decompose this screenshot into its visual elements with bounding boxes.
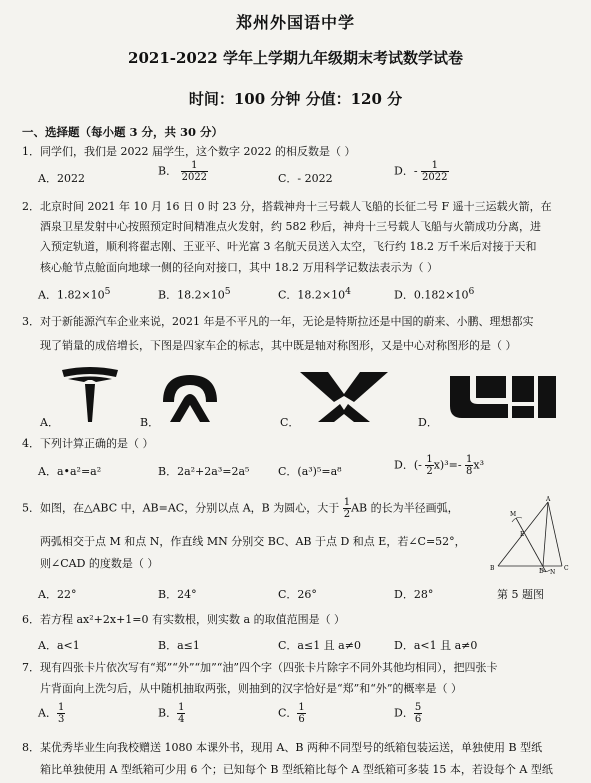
q2-line4: 核心舱节点舱面向地球一侧的径向对接口，其中 18.2 万用科学记数法表示为（ ） (40, 261, 438, 274)
q1-option-b: B． $\frac{1}{2022}$ (158, 160, 208, 183)
q3-option-a: A． (40, 416, 59, 429)
q3-option-b: B． (140, 416, 160, 429)
fig-label-n: N (550, 569, 556, 574)
q7-option-d: D． $\frac{5}{6}$ (394, 702, 422, 725)
q2-option-c: C．$18.2\times 10^4$ (278, 286, 351, 302)
fig-label-a: A (546, 496, 551, 503)
tesla-logo-image (58, 366, 122, 424)
q5-line2: 两弧相交于点 M 和点 N，作直线 MN 分别交 BC、AB 于点 D 和点 E，若∠C=52°， (40, 535, 466, 548)
q3-line2: 现了销量的成倍增长，下图是四家车企的标志，其中既是轴对称图形，又是中心对称图形的是（ ） (40, 339, 517, 352)
figure-caption: 第 5 题图 (497, 588, 544, 601)
li-auto-logo-image (448, 374, 558, 420)
q5-option-b: B．24° (158, 588, 197, 601)
q2-option-d: D．$0.182\times 10^6$ (394, 286, 475, 302)
q4-option-c: C．(a³)⁵=a⁸ (278, 465, 342, 478)
xpeng-logo-image (298, 370, 390, 424)
q1-option-d: D．- $\frac{1}{2022}$ (394, 160, 448, 183)
q7-option-a: A． $\frac{1}{3}$ (38, 702, 65, 725)
q1-option-c: C．- 2022 (278, 172, 333, 185)
q5-option-c: C．26° (278, 588, 317, 601)
q6-option-c: C．a≤1 且 a≠0 (278, 639, 361, 652)
q3-option-d: D． (418, 416, 438, 429)
q7-option-b: B． $\frac{1}{4}$ (158, 702, 185, 725)
q6-stem: 6．若方程 ax²+2x+1=0 有实数根，则实数 a 的取值范围是（ ） (22, 613, 346, 626)
fig-label-m: M (510, 511, 517, 518)
triangle-figure (486, 496, 572, 574)
q1-option-a: A．2022 (38, 172, 85, 185)
q7-line2: 片背面向上洗匀后，从中随机抽取两张，则抽到的汉字恰好是“郑”和“外”的概率是（ ） (40, 682, 462, 695)
q6-option-b: B．a≤1 (158, 639, 200, 652)
q5-line1: 5．如图，在△ABC 中，AB=AC，分别以点 A，B 为圆心，大于 $\frac{1}{2}$ AB 的长为半径画弧， (22, 497, 459, 520)
fig-label-d: D (539, 568, 544, 574)
q4-stem: 4．下列计算正确的是（ ） (22, 437, 154, 450)
fig-label-c: C (564, 565, 569, 572)
q5-option-d: D．28° (394, 588, 434, 601)
q2-line3: 入预定轨道，顺利将翟志刚、王亚平、叶光富 3 名航天员送入太空，飞行约 18.2 万千米后对接于天和 (40, 240, 537, 253)
q6-option-a: A．a<1 (38, 639, 80, 652)
q2-line2: 酒泉卫星发射中心按照预定时间精准点火发射，约 582 秒后，神舟十三号载人飞船与火箭成功分离，进 (40, 220, 541, 233)
fig-label-b: B (490, 565, 495, 572)
q7-option-c: C． $\frac{1}{6}$ (278, 702, 305, 725)
nio-logo-image (160, 372, 220, 424)
exam-title: 2021-2022 学年上学期九年级期末考试数学试卷 (128, 49, 463, 67)
school-name: 郑州外国语中学 (235, 13, 355, 32)
time-score: 时间：100 分钟 分值：120 分 (188, 90, 403, 108)
q7-line1: 7．现有四张卡片依次写有“郑”“外”“加”“油”四个字（四张卡片除字不同外其他均相同），把四张卡 (22, 661, 498, 674)
q4-option-b: B．2a²+2a³=2a⁵ (158, 465, 250, 478)
q8-line1: 8．某优秀毕业生向我校赠送 1080 本课外书，现用 A、B 两种不同型号的纸箱包装运送，单独使用 B 型纸 (22, 741, 543, 754)
q5-option-a: A．22° (38, 588, 77, 601)
q3-line1: 3．对于新能源汽车企业来说，2021 年是不平凡的一年，无论是特斯拉还是中国的蔚来、小鹏、理想都实 (22, 315, 534, 328)
q2-option-b: B．$18.2\times 10^5$ (158, 286, 231, 302)
q8-line2: 箱比单独使用 A 型纸箱可少用 6 个；已知每个 B 型纸箱比每个 A 型纸箱可多装 15 本，若设每个 A 型纸 (40, 763, 553, 776)
q2-line1: 2．北京时间 2021 年 10 月 16 日 0 时 23 分，搭载神舟十三号载人飞船的长征二号 F 遥十三运载火箭，在 (22, 200, 552, 213)
q4-option-d: D．(- $\frac{1}{2}$ x)³=- $\frac{1}{8}$ x³ (394, 454, 485, 477)
q5-line3: 则∠CAD 的度数是（ ） (40, 557, 159, 570)
q4-option-a: A．a•a²=a² (38, 465, 102, 478)
section-heading: 一、选择题（每小题 3 分，共 30 分） (22, 125, 224, 139)
q6-option-d: D．a<1 且 a≠0 (394, 639, 478, 652)
fig-label-e: E (520, 531, 525, 538)
q2-option-a: A．$1.82\times 10^5$ (38, 286, 111, 302)
q1-stem: 1．同学们，我们是 2022 届学生，这个数字 2022 的相反数是（ ） (22, 145, 356, 158)
q3-option-c: C． (280, 416, 300, 429)
